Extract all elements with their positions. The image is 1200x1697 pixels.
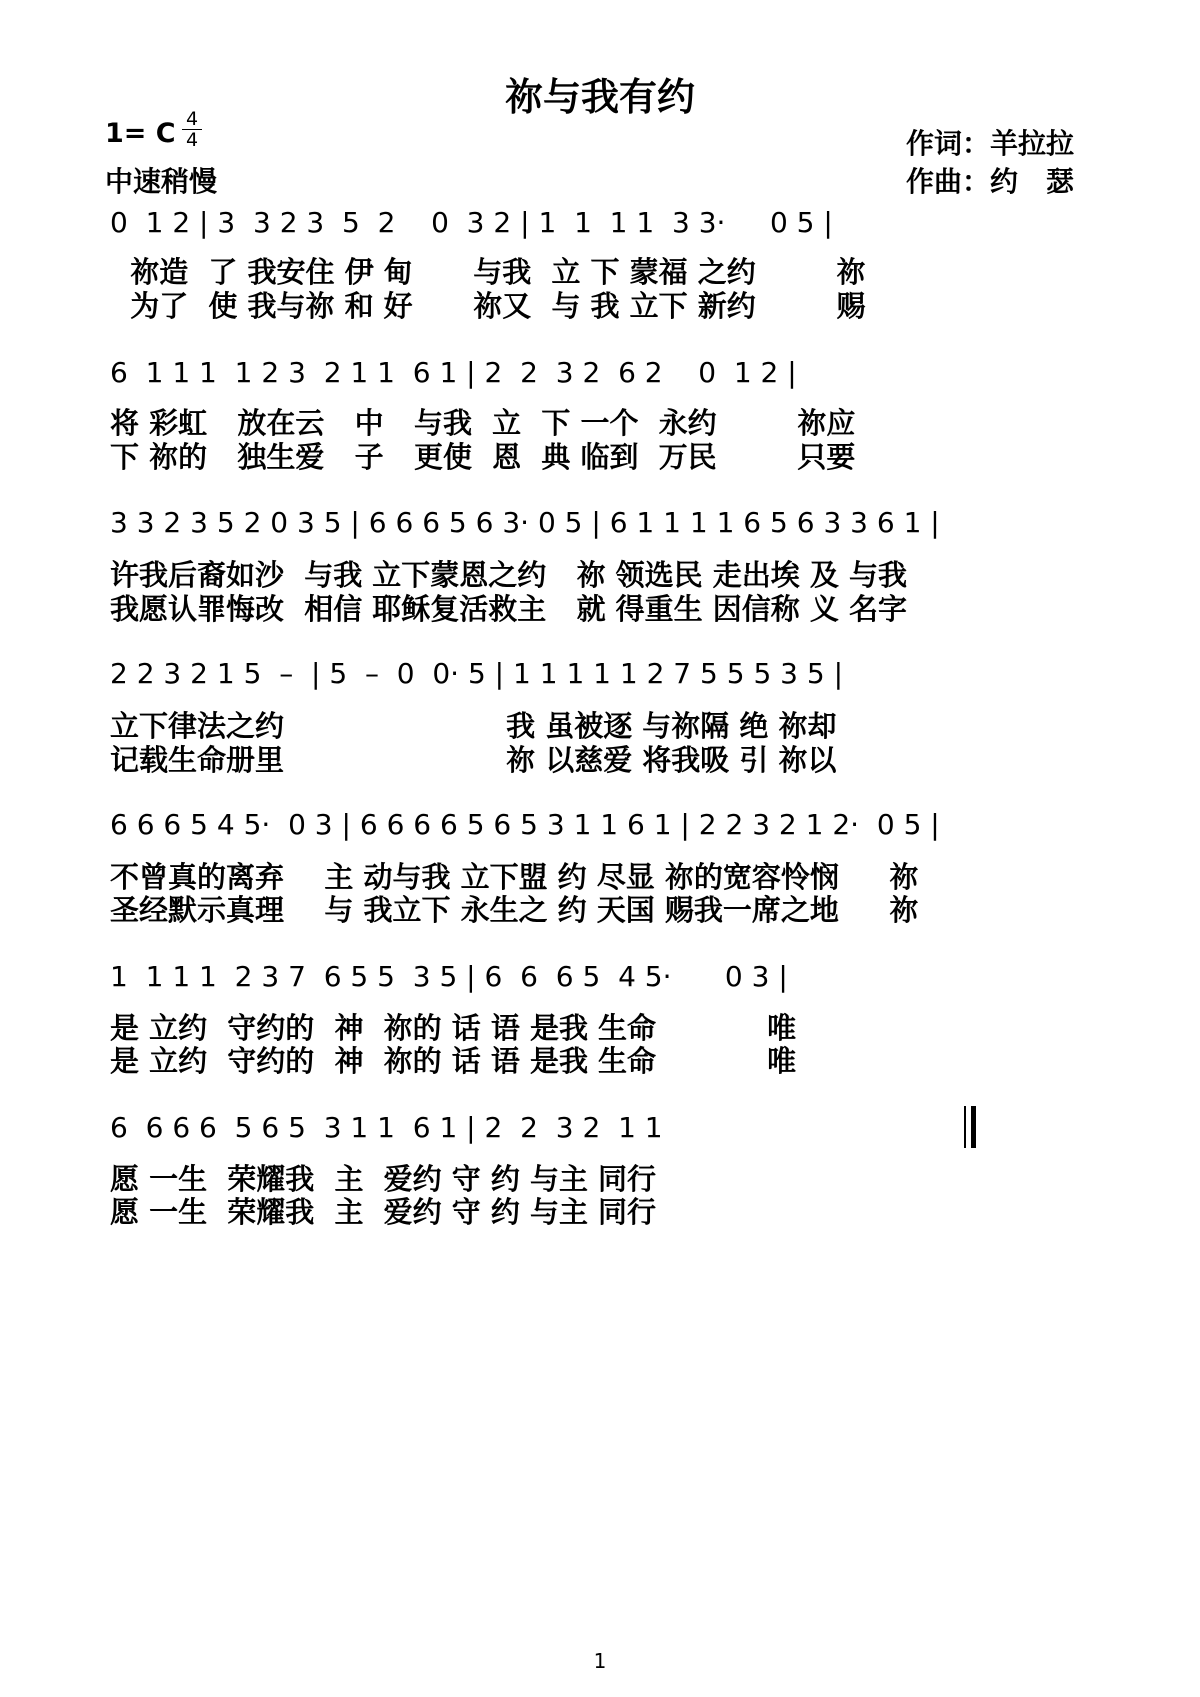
lyric-verse-1: 许我后裔如沙 与我 立下蒙恩之约 祢 领选民 走出埃 及 与我 <box>110 558 907 592</box>
final-barline <box>964 1106 978 1148</box>
song-title: 祢与我有约 <box>504 75 695 119</box>
final-barline-thin <box>964 1106 966 1148</box>
lyric-verse-1: 是 立约 守约的 神 祢的 话 语 是我 生命 唯 <box>110 1011 797 1045</box>
music-system <box>110 1108 1110 1153</box>
music-system <box>110 805 1110 850</box>
lyric-verse-1: 不曾真的离弃 主 动与我 立下盟 约 尽显 祢的宽容怜悯 祢 <box>110 860 919 894</box>
composer-name: 约 瑟 <box>990 165 1075 198</box>
music-system <box>110 654 1110 699</box>
final-barline-thick <box>971 1106 976 1148</box>
page-number: 1 <box>593 1649 607 1673</box>
lyric-verse-2: 记载生命册里 祢 以慈爱 将我吸 引 祢以 <box>110 743 837 777</box>
tempo-marking: 中速稍慢 <box>105 165 218 198</box>
music-system <box>110 503 1110 548</box>
lyric-verse-2: 为了 使 我与祢 和 好 祢又 与 我 立下 新约 赐 <box>110 289 866 323</box>
notation-line: 3 3 2 3 5 2 0 3 5 | 6 6 6 5 6 3· 0 5 | 6 1 1 1 1 6 5 6 3 3 6 1 | <box>110 506 940 539</box>
lyric-verse-1: 祢造 了 我安住 伊 甸 与我 立 下 蒙福 之约 祢 <box>110 255 866 289</box>
time-signature-top: 4 <box>185 108 199 130</box>
lyric-verse-2: 圣经默示真理 与 我立下 永生之 约 天国 赐我一席之地 祢 <box>110 893 919 927</box>
composer-label: 作曲： <box>906 165 991 198</box>
key-signature: 1= C <box>105 118 176 149</box>
lyric-verse-2: 我愿认罪悔改 相信 耶稣复活救主 就 得重生 因信称 义 名字 <box>110 592 907 626</box>
composer-credit <box>906 160 1074 200</box>
lyric-verse-1: 立下律法之约 我 虽被逐 与祢隔 绝 祢却 <box>110 709 837 743</box>
lyric-verse-2: 下 祢的 独生爱 子 更使 恩 典 临到 万民 只要 <box>110 440 856 474</box>
lyric-verse-1: 将 彩虹 放在云 中 与我 立 下 一个 永约 祢应 <box>110 406 856 440</box>
time-signature <box>181 109 203 150</box>
time-signature-bottom: 4 <box>185 129 199 151</box>
music-system <box>110 203 1110 248</box>
notation-line: 2 2 3 2 1 5 – | 5 – 0 0· 5 | 1 1 1 1 1 2 7 5 5 5 3 5 | <box>110 657 844 690</box>
notation-line: 6 1 1 1 1 2 3 2 1 1 6 1 | 2 2 3 2 6 2 0 1 2 | <box>110 356 797 389</box>
lyric-verse-1: 愿 一生 荣耀我 主 爱约 守 约 与主 同行 <box>110 1162 657 1196</box>
notation-line: 6 6 6 5 4 5· 0 3 | 6 6 6 6 5 6 5 3 1 1 6 1 | 2 2 3 2 1 2· 0 5 | <box>110 808 940 841</box>
lyricist-credit <box>906 122 1074 162</box>
music-system <box>110 957 1110 1002</box>
notation-line: 6 6 6 6 5 6 5 3 1 1 6 1 | 2 2 3 2 1 1 <box>110 1111 663 1144</box>
notation-line: 1 1 1 1 2 3 7 6 5 5 3 5 | 6 6 6 5 4 5· 0 3 | <box>110 960 788 993</box>
lyric-verse-2: 是 立约 守约的 神 祢的 话 语 是我 生命 唯 <box>110 1044 797 1078</box>
music-system <box>110 353 1110 398</box>
lyricist-name: 羊拉拉 <box>990 127 1075 160</box>
lyricist-label: 作词： <box>906 127 991 160</box>
notation-line: 0 1 2 | 3 3 2 3 5 2 0 3 2 | 1 1 1 1 3 3· 0 5 | <box>110 206 833 239</box>
lyric-verse-2: 愿 一生 荣耀我 主 爱约 守 约 与主 同行 <box>110 1195 657 1229</box>
